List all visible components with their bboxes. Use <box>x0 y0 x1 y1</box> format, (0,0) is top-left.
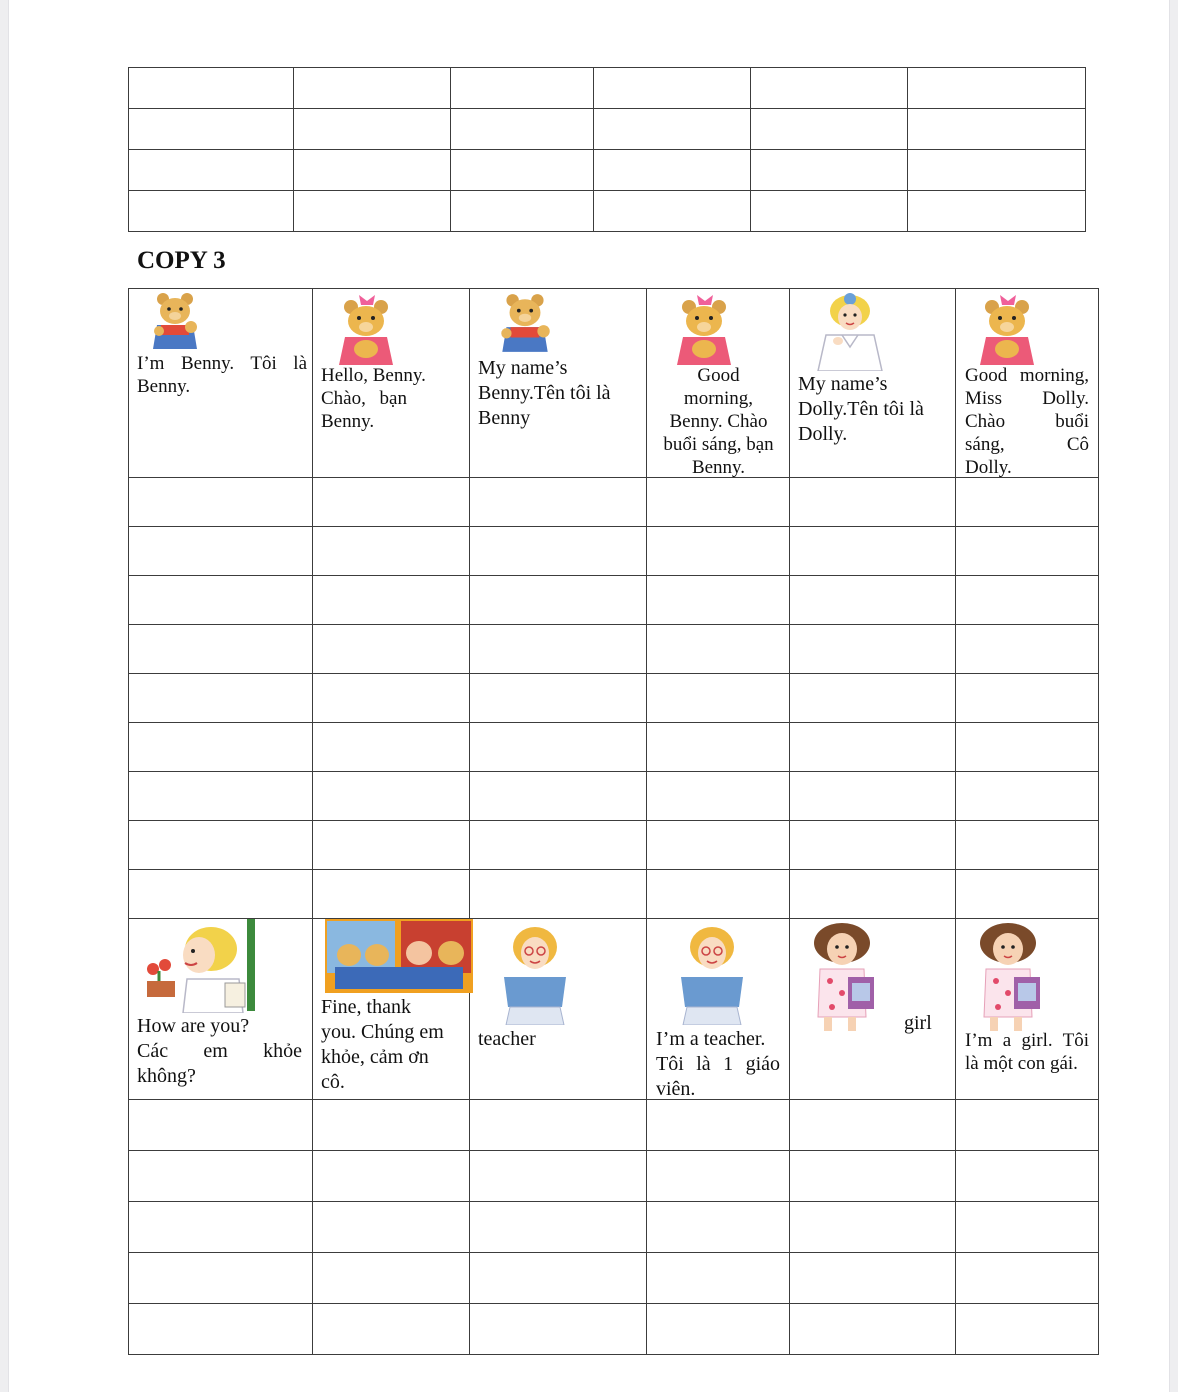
card-line: Benny. <box>137 376 191 397</box>
writing-row <box>129 527 1099 576</box>
card-line: Benny. <box>321 411 375 432</box>
card-line: Good morning, <box>965 365 1089 386</box>
card-my-name-dolly <box>790 289 956 478</box>
card-teacher <box>470 919 647 1100</box>
benny-bear-icon <box>143 291 207 351</box>
card-line: Fine, thank <box>321 996 411 1018</box>
card-line: Chào buổi <box>965 411 1089 432</box>
writing-row <box>129 674 1099 723</box>
card-line: Good <box>697 365 740 386</box>
card-good-morning-benny <box>647 289 790 478</box>
card-line: Benny <box>478 407 531 429</box>
card-line: Benny. <box>691 457 746 478</box>
grid-row <box>129 109 1086 150</box>
section-heading: COPY 3 <box>137 247 226 274</box>
writing-row <box>129 1151 1099 1202</box>
card-line: I’m a girl. Tôi <box>965 1030 1089 1051</box>
teacher-icon <box>490 923 580 1025</box>
card-line: Miss Dolly. <box>965 388 1089 409</box>
card-good-morning-dolly <box>956 289 1099 478</box>
card-line: How are you? <box>137 1015 250 1037</box>
card-line: buổi sáng, bạn <box>663 434 774 455</box>
card-line: Hello, Benny. <box>321 365 426 386</box>
writing-row <box>129 478 1099 527</box>
card-line: viên. <box>656 1078 696 1100</box>
card-line: Dolly. <box>965 457 1012 478</box>
card-girl <box>790 919 956 1100</box>
girl-icon <box>802 921 892 1031</box>
writing-row <box>129 870 1099 919</box>
girl-bear-icon <box>972 291 1042 365</box>
dolly-teacher-icon <box>812 291 888 371</box>
card-line: teacher <box>478 1028 536 1050</box>
card-line: Chào, bạn <box>321 388 407 409</box>
card-line: không? <box>137 1065 196 1087</box>
card-line: cô. <box>321 1071 345 1093</box>
writing-row <box>129 821 1099 870</box>
dolly-teacher-icon <box>139 919 259 1013</box>
girl-icon <box>968 921 1058 1031</box>
card-im-a-teacher <box>647 919 790 1100</box>
writing-row <box>129 1304 1099 1355</box>
card-line: Benny. Chào <box>669 411 768 432</box>
card-line: là một con gái. <box>965 1053 1078 1074</box>
benny-bear-icon <box>492 291 558 355</box>
card-fine-thank-you <box>313 919 470 1100</box>
card-hello-benny <box>313 289 470 478</box>
card-line: Dolly.Tên tôi là <box>798 398 924 420</box>
writing-row <box>129 1202 1099 1253</box>
card-line: Benny.Tên tôi là <box>478 382 611 404</box>
document-page <box>8 0 1170 1392</box>
card-line: Dolly. <box>798 423 848 445</box>
card-row <box>129 289 1099 478</box>
card-line: you. Chúng em <box>321 1021 444 1043</box>
copy3-table <box>128 288 1099 1355</box>
grid-row <box>129 150 1086 191</box>
card-line: girl <box>904 1012 932 1034</box>
girl-bear-icon <box>331 291 401 365</box>
children-class-icon <box>325 919 473 993</box>
card-line: khỏe, cảm ơn <box>321 1046 429 1068</box>
girl-bear-icon <box>669 291 739 365</box>
writing-row <box>129 1253 1099 1304</box>
card-row <box>129 919 1099 1100</box>
writing-row <box>129 772 1099 821</box>
grid-row <box>129 68 1086 109</box>
writing-row <box>129 576 1099 625</box>
card-line: Các em khỏe <box>137 1040 302 1062</box>
card-my-name-benny <box>470 289 647 478</box>
card-im-a-girl <box>956 919 1099 1100</box>
card-line: I’m Benny. Tôi là <box>137 353 307 374</box>
grid-row <box>129 191 1086 232</box>
card-line: My name’s <box>478 357 568 379</box>
writing-row <box>129 1100 1099 1151</box>
writing-row <box>129 723 1099 772</box>
practice-grid-top <box>128 67 1086 232</box>
teacher-icon <box>667 923 757 1025</box>
card-benny-intro <box>129 289 313 478</box>
card-line: sáng, Cô <box>965 434 1089 455</box>
card-line: Tôi là 1 giáo <box>656 1053 780 1075</box>
card-how-are-you <box>129 919 313 1100</box>
writing-row <box>129 625 1099 674</box>
card-line: My name’s <box>798 373 888 395</box>
card-line: morning, <box>683 388 754 409</box>
card-line: I’m a teacher. <box>656 1028 766 1050</box>
